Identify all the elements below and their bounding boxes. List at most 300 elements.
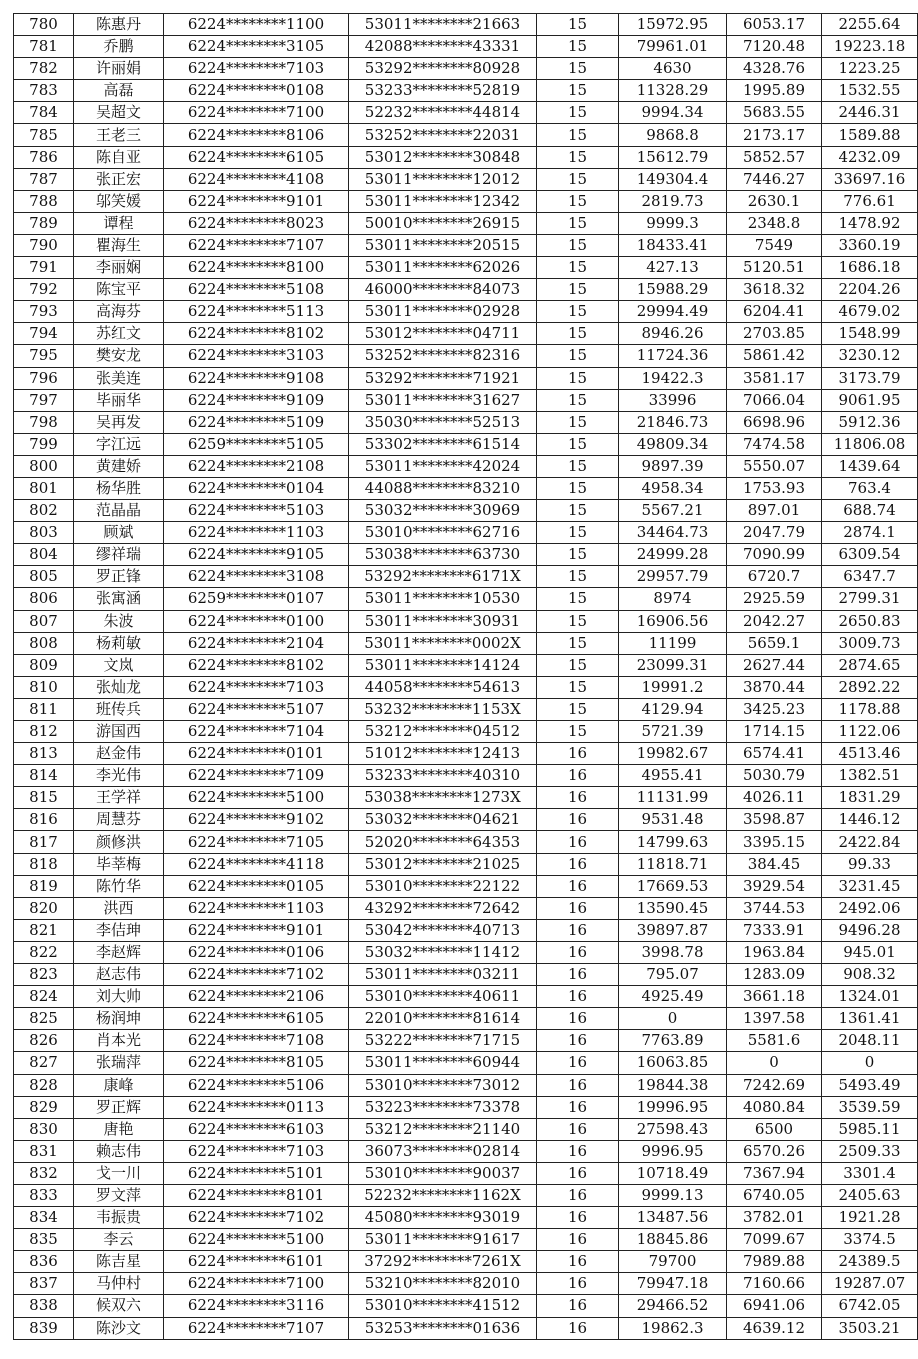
row-number-cell: 822 xyxy=(14,941,74,963)
group-number-cell: 16 xyxy=(537,1317,619,1339)
id-number-cell: 42088********43331 xyxy=(349,36,537,58)
amount-3-cell: 2874.65 xyxy=(822,654,918,676)
table-row xyxy=(14,986,918,1008)
amount-2-cell: 7066.04 xyxy=(727,389,822,411)
id-number-cell: 53252********22031 xyxy=(349,124,537,146)
amount-1-cell: 149304.4 xyxy=(619,168,727,190)
amount-3-cell: 2255.64 xyxy=(822,14,918,36)
table-row xyxy=(14,124,918,146)
group-number-cell: 15 xyxy=(537,588,619,610)
amount-2-cell: 3929.54 xyxy=(727,875,822,897)
amount-2-cell: 3598.87 xyxy=(727,809,822,831)
amount-3-cell: 0 xyxy=(822,1052,918,1074)
group-number-cell: 15 xyxy=(537,323,619,345)
table-row xyxy=(14,477,918,499)
amount-3-cell: 2048.11 xyxy=(822,1030,918,1052)
amount-1-cell: 49809.34 xyxy=(619,433,727,455)
id-number-cell: 53011********91617 xyxy=(349,1229,537,1251)
amount-2-cell: 3425.23 xyxy=(727,698,822,720)
group-number-cell: 15 xyxy=(537,389,619,411)
amount-2-cell: 7446.27 xyxy=(727,168,822,190)
row-number-cell: 814 xyxy=(14,765,74,787)
row-number-cell: 788 xyxy=(14,190,74,212)
row-number-cell: 830 xyxy=(14,1118,74,1140)
id-number-cell: 53011********12012 xyxy=(349,168,537,190)
row-number-cell: 799 xyxy=(14,433,74,455)
group-number-cell: 15 xyxy=(537,279,619,301)
table-row xyxy=(14,721,918,743)
row-number-cell: 787 xyxy=(14,168,74,190)
table-row xyxy=(14,1052,918,1074)
bank-card-cell: 6224********3116 xyxy=(164,1295,349,1317)
name-cell: 毕丽华 xyxy=(74,389,164,411)
table-row xyxy=(14,36,918,58)
group-number-cell: 16 xyxy=(537,986,619,1008)
id-number-cell: 53252********82316 xyxy=(349,345,537,367)
name-cell: 张灿龙 xyxy=(74,676,164,698)
amount-1-cell: 29466.52 xyxy=(619,1295,727,1317)
amount-2-cell: 5852.57 xyxy=(727,146,822,168)
amount-2-cell: 6204.41 xyxy=(727,301,822,323)
amount-1-cell: 17669.53 xyxy=(619,875,727,897)
name-cell: 苏红文 xyxy=(74,323,164,345)
amount-3-cell: 4679.02 xyxy=(822,301,918,323)
bank-card-cell: 6224********0106 xyxy=(164,941,349,963)
name-cell: 唐艳 xyxy=(74,1118,164,1140)
amount-1-cell: 427.13 xyxy=(619,257,727,279)
bank-card-cell: 6224********9101 xyxy=(164,919,349,941)
group-number-cell: 15 xyxy=(537,80,619,102)
amount-1-cell: 7763.89 xyxy=(619,1030,727,1052)
bank-card-cell: 6224********5106 xyxy=(164,1074,349,1096)
amount-1-cell: 9897.39 xyxy=(619,455,727,477)
table-row xyxy=(14,809,918,831)
id-number-cell: 36073********02814 xyxy=(349,1140,537,1162)
amount-3-cell: 1223.25 xyxy=(822,58,918,80)
bank-card-cell: 6259********5105 xyxy=(164,433,349,455)
table-row xyxy=(14,1074,918,1096)
row-number-cell: 816 xyxy=(14,809,74,831)
bank-card-cell: 6224********5103 xyxy=(164,500,349,522)
amount-1-cell: 11131.99 xyxy=(619,787,727,809)
bank-card-cell: 6224********7103 xyxy=(164,58,349,80)
group-number-cell: 16 xyxy=(537,1074,619,1096)
amount-2-cell: 5581.6 xyxy=(727,1030,822,1052)
table-row xyxy=(14,168,918,190)
amount-1-cell: 79947.18 xyxy=(619,1273,727,1295)
row-number-cell: 817 xyxy=(14,831,74,853)
table-row xyxy=(14,1184,918,1206)
name-cell: 陈惠丹 xyxy=(74,14,164,36)
row-number-cell: 819 xyxy=(14,875,74,897)
row-number-cell: 801 xyxy=(14,477,74,499)
amount-1-cell: 8974 xyxy=(619,588,727,610)
amount-3-cell: 6742.05 xyxy=(822,1295,918,1317)
name-cell: 候双六 xyxy=(74,1295,164,1317)
name-cell: 康峰 xyxy=(74,1074,164,1096)
amount-2-cell: 5861.42 xyxy=(727,345,822,367)
bank-card-cell: 6224********8100 xyxy=(164,257,349,279)
bank-card-cell: 6224********5101 xyxy=(164,1162,349,1184)
amount-2-cell: 3870.44 xyxy=(727,676,822,698)
bank-card-cell: 6224********7100 xyxy=(164,102,349,124)
amount-2-cell: 5683.55 xyxy=(727,102,822,124)
row-number-cell: 812 xyxy=(14,721,74,743)
bank-card-cell: 6224********1103 xyxy=(164,522,349,544)
amount-1-cell: 5721.39 xyxy=(619,721,727,743)
row-number-cell: 794 xyxy=(14,323,74,345)
name-cell: 韦振贵 xyxy=(74,1207,164,1229)
name-cell: 刘大帅 xyxy=(74,986,164,1008)
amount-2-cell: 5550.07 xyxy=(727,455,822,477)
table-row xyxy=(14,1096,918,1118)
amount-1-cell: 27598.43 xyxy=(619,1118,727,1140)
id-number-cell: 53253********01636 xyxy=(349,1317,537,1339)
amount-3-cell: 945.01 xyxy=(822,941,918,963)
row-number-cell: 815 xyxy=(14,787,74,809)
amount-1-cell: 9531.48 xyxy=(619,809,727,831)
name-cell: 周慧芬 xyxy=(74,809,164,831)
amount-1-cell: 13590.45 xyxy=(619,897,727,919)
amount-1-cell: 15612.79 xyxy=(619,146,727,168)
amount-2-cell: 897.01 xyxy=(727,500,822,522)
amount-3-cell: 1831.29 xyxy=(822,787,918,809)
bank-card-cell: 6224********1100 xyxy=(164,14,349,36)
bank-card-cell: 6224********0105 xyxy=(164,875,349,897)
name-cell: 瞿海生 xyxy=(74,234,164,256)
amount-1-cell: 24999.28 xyxy=(619,544,727,566)
group-number-cell: 15 xyxy=(537,124,619,146)
row-number-cell: 795 xyxy=(14,345,74,367)
name-cell: 吴超文 xyxy=(74,102,164,124)
bank-card-cell: 6224********7105 xyxy=(164,831,349,853)
table-row xyxy=(14,676,918,698)
group-number-cell: 15 xyxy=(537,367,619,389)
table-row xyxy=(14,1118,918,1140)
amount-3-cell: 1532.55 xyxy=(822,80,918,102)
amount-3-cell: 3301.4 xyxy=(822,1162,918,1184)
amount-3-cell: 2422.84 xyxy=(822,831,918,853)
id-number-cell: 51012********12413 xyxy=(349,743,537,765)
amount-3-cell: 1122.06 xyxy=(822,721,918,743)
id-number-cell: 53223********73378 xyxy=(349,1096,537,1118)
name-cell: 张瑞萍 xyxy=(74,1052,164,1074)
name-cell: 高海芬 xyxy=(74,301,164,323)
bank-card-cell: 6224********3103 xyxy=(164,345,349,367)
group-number-cell: 15 xyxy=(537,301,619,323)
table-row xyxy=(14,1162,918,1184)
amount-3-cell: 763.4 xyxy=(822,477,918,499)
group-number-cell: 16 xyxy=(537,1118,619,1140)
group-number-cell: 16 xyxy=(537,853,619,875)
group-number-cell: 15 xyxy=(537,676,619,698)
amount-1-cell: 4955.41 xyxy=(619,765,727,787)
amount-2-cell: 1963.84 xyxy=(727,941,822,963)
table-row xyxy=(14,743,918,765)
amount-3-cell: 19223.18 xyxy=(822,36,918,58)
name-cell: 颜修洪 xyxy=(74,831,164,853)
amount-3-cell: 3231.45 xyxy=(822,875,918,897)
id-number-cell: 53032********04621 xyxy=(349,809,537,831)
name-cell: 樊安龙 xyxy=(74,345,164,367)
name-cell: 赖志伟 xyxy=(74,1140,164,1162)
name-cell: 字江远 xyxy=(74,433,164,455)
row-number-cell: 803 xyxy=(14,522,74,544)
amount-3-cell: 99.33 xyxy=(822,853,918,875)
name-cell: 杨润坤 xyxy=(74,1008,164,1030)
amount-1-cell: 16906.56 xyxy=(619,610,727,632)
id-number-cell: 53011********30931 xyxy=(349,610,537,632)
bank-card-cell: 6224********0100 xyxy=(164,610,349,632)
amount-3-cell: 3374.5 xyxy=(822,1229,918,1251)
amount-3-cell: 1446.12 xyxy=(822,809,918,831)
amount-1-cell: 9996.95 xyxy=(619,1140,727,1162)
name-cell: 范晶晶 xyxy=(74,500,164,522)
amount-3-cell: 6347.7 xyxy=(822,566,918,588)
id-number-cell: 50010********26915 xyxy=(349,212,537,234)
table-row xyxy=(14,1273,918,1295)
id-number-cell: 53032********11412 xyxy=(349,941,537,963)
amount-1-cell: 19844.38 xyxy=(619,1074,727,1096)
name-cell: 肖本光 xyxy=(74,1030,164,1052)
amount-2-cell: 6500 xyxy=(727,1118,822,1140)
name-cell: 高磊 xyxy=(74,80,164,102)
id-number-cell: 53011********60944 xyxy=(349,1052,537,1074)
id-number-cell: 37292********7261X xyxy=(349,1251,537,1273)
amount-3-cell: 5493.49 xyxy=(822,1074,918,1096)
group-number-cell: 16 xyxy=(537,964,619,986)
amount-3-cell: 1324.01 xyxy=(822,986,918,1008)
amount-1-cell: 9868.8 xyxy=(619,124,727,146)
table-row xyxy=(14,190,918,212)
table-row xyxy=(14,500,918,522)
name-cell: 毕莘梅 xyxy=(74,853,164,875)
row-number-cell: 790 xyxy=(14,234,74,256)
table-row xyxy=(14,654,918,676)
group-number-cell: 16 xyxy=(537,1140,619,1162)
name-cell: 李丽娴 xyxy=(74,257,164,279)
amount-3-cell: 9061.95 xyxy=(822,389,918,411)
bank-card-cell: 6224********7100 xyxy=(164,1273,349,1295)
amount-1-cell: 15972.95 xyxy=(619,14,727,36)
amount-1-cell: 33996 xyxy=(619,389,727,411)
amount-2-cell: 4639.12 xyxy=(727,1317,822,1339)
row-number-cell: 792 xyxy=(14,279,74,301)
name-cell: 顾斌 xyxy=(74,522,164,544)
id-number-cell: 53011********03211 xyxy=(349,964,537,986)
bank-card-cell: 6224********4118 xyxy=(164,853,349,875)
name-cell: 张正宏 xyxy=(74,168,164,190)
bank-card-cell: 6224********0101 xyxy=(164,743,349,765)
row-number-cell: 809 xyxy=(14,654,74,676)
id-number-cell: 53212********04512 xyxy=(349,721,537,743)
amount-3-cell: 1439.64 xyxy=(822,455,918,477)
amount-3-cell: 2799.31 xyxy=(822,588,918,610)
row-number-cell: 826 xyxy=(14,1030,74,1052)
amount-3-cell: 908.32 xyxy=(822,964,918,986)
row-number-cell: 837 xyxy=(14,1273,74,1295)
id-number-cell: 53011********42024 xyxy=(349,455,537,477)
amount-2-cell: 7090.99 xyxy=(727,544,822,566)
bank-card-cell: 6224********7102 xyxy=(164,964,349,986)
id-number-cell: 53011********12342 xyxy=(349,190,537,212)
table-row xyxy=(14,522,918,544)
amount-2-cell: 1714.15 xyxy=(727,721,822,743)
row-number-cell: 825 xyxy=(14,1008,74,1030)
amount-2-cell: 1995.89 xyxy=(727,80,822,102)
bank-card-cell: 6224********5108 xyxy=(164,279,349,301)
name-cell: 戈一川 xyxy=(74,1162,164,1184)
amount-2-cell: 2925.59 xyxy=(727,588,822,610)
group-number-cell: 16 xyxy=(537,743,619,765)
amount-1-cell: 23099.31 xyxy=(619,654,727,676)
amount-1-cell: 4129.94 xyxy=(619,698,727,720)
row-number-cell: 823 xyxy=(14,964,74,986)
group-number-cell: 15 xyxy=(537,610,619,632)
id-number-cell: 46000********84073 xyxy=(349,279,537,301)
group-number-cell: 15 xyxy=(537,234,619,256)
amount-2-cell: 4026.11 xyxy=(727,787,822,809)
table-row xyxy=(14,58,918,80)
bank-card-cell: 6224********7103 xyxy=(164,1140,349,1162)
bank-card-cell: 6224********6105 xyxy=(164,146,349,168)
bank-card-cell: 6224********6101 xyxy=(164,1251,349,1273)
amount-3-cell: 1361.41 xyxy=(822,1008,918,1030)
table-row xyxy=(14,919,918,941)
bank-card-cell: 6224********6105 xyxy=(164,1008,349,1030)
amount-1-cell: 19991.2 xyxy=(619,676,727,698)
amount-3-cell: 3539.59 xyxy=(822,1096,918,1118)
amount-1-cell: 16063.85 xyxy=(619,1052,727,1074)
name-cell: 陈自亚 xyxy=(74,146,164,168)
id-number-cell: 53012********04711 xyxy=(349,323,537,345)
id-number-cell: 53010********90037 xyxy=(349,1162,537,1184)
table-row xyxy=(14,632,918,654)
bank-card-cell: 6224********0104 xyxy=(164,477,349,499)
table-row xyxy=(14,367,918,389)
amount-2-cell: 6720.7 xyxy=(727,566,822,588)
amount-1-cell: 795.07 xyxy=(619,964,727,986)
amount-2-cell: 3661.18 xyxy=(727,986,822,1008)
bank-card-cell: 6224********2108 xyxy=(164,455,349,477)
table-row xyxy=(14,389,918,411)
row-number-cell: 827 xyxy=(14,1052,74,1074)
id-number-cell: 44088********83210 xyxy=(349,477,537,499)
id-number-cell: 52232********44814 xyxy=(349,102,537,124)
table-row xyxy=(14,566,918,588)
row-number-cell: 807 xyxy=(14,610,74,632)
amount-1-cell: 0 xyxy=(619,1008,727,1030)
amount-3-cell: 24389.5 xyxy=(822,1251,918,1273)
name-cell: 王老三 xyxy=(74,124,164,146)
amount-1-cell: 9999.3 xyxy=(619,212,727,234)
id-number-cell: 53010********41512 xyxy=(349,1295,537,1317)
bank-card-cell: 6224********8102 xyxy=(164,323,349,345)
bank-card-cell: 6224********0108 xyxy=(164,80,349,102)
amount-2-cell: 2042.27 xyxy=(727,610,822,632)
row-number-cell: 782 xyxy=(14,58,74,80)
group-number-cell: 15 xyxy=(537,522,619,544)
name-cell: 吴再发 xyxy=(74,411,164,433)
name-cell: 张寓涵 xyxy=(74,588,164,610)
id-number-cell: 53032********30969 xyxy=(349,500,537,522)
row-number-cell: 833 xyxy=(14,1184,74,1206)
amount-1-cell: 19862.3 xyxy=(619,1317,727,1339)
table-row xyxy=(14,1251,918,1273)
group-number-cell: 16 xyxy=(537,919,619,941)
bank-card-cell: 6224********9108 xyxy=(164,367,349,389)
group-number-cell: 16 xyxy=(537,1207,619,1229)
group-number-cell: 15 xyxy=(537,190,619,212)
amount-1-cell: 21846.73 xyxy=(619,411,727,433)
name-cell: 罗正辉 xyxy=(74,1096,164,1118)
amount-2-cell: 0 xyxy=(727,1052,822,1074)
name-cell: 班传兵 xyxy=(74,698,164,720)
group-number-cell: 16 xyxy=(537,1273,619,1295)
bank-card-cell: 6224********2106 xyxy=(164,986,349,1008)
table-row xyxy=(14,14,918,36)
table-row xyxy=(14,279,918,301)
row-number-cell: 806 xyxy=(14,588,74,610)
row-number-cell: 798 xyxy=(14,411,74,433)
amount-2-cell: 7989.88 xyxy=(727,1251,822,1273)
amount-2-cell: 4328.76 xyxy=(727,58,822,80)
id-number-cell: 53210********82010 xyxy=(349,1273,537,1295)
id-number-cell: 53011********62026 xyxy=(349,257,537,279)
group-number-cell: 15 xyxy=(537,14,619,36)
row-number-cell: 811 xyxy=(14,698,74,720)
table-row xyxy=(14,853,918,875)
id-number-cell: 53038********63730 xyxy=(349,544,537,566)
id-number-cell: 53292********71921 xyxy=(349,367,537,389)
table-row xyxy=(14,698,918,720)
amount-2-cell: 6941.06 xyxy=(727,1295,822,1317)
row-number-cell: 796 xyxy=(14,367,74,389)
id-number-cell: 53038********1273X xyxy=(349,787,537,809)
row-number-cell: 786 xyxy=(14,146,74,168)
table-row xyxy=(14,610,918,632)
amount-2-cell: 7474.58 xyxy=(727,433,822,455)
group-number-cell: 15 xyxy=(537,698,619,720)
table-row xyxy=(14,831,918,853)
id-number-cell: 53011********31627 xyxy=(349,389,537,411)
table-row xyxy=(14,1140,918,1162)
id-number-cell: 53010********62716 xyxy=(349,522,537,544)
amount-3-cell: 3360.19 xyxy=(822,234,918,256)
row-number-cell: 813 xyxy=(14,743,74,765)
name-cell: 张美连 xyxy=(74,367,164,389)
amount-2-cell: 2348.8 xyxy=(727,212,822,234)
id-number-cell: 52020********64353 xyxy=(349,831,537,853)
name-cell: 赵志伟 xyxy=(74,964,164,986)
id-number-cell: 53011********02928 xyxy=(349,301,537,323)
amount-1-cell: 29994.49 xyxy=(619,301,727,323)
row-number-cell: 820 xyxy=(14,897,74,919)
id-number-cell: 53012********30848 xyxy=(349,146,537,168)
id-number-cell: 53010********22122 xyxy=(349,875,537,897)
id-number-cell: 53011********21663 xyxy=(349,14,537,36)
bank-card-cell: 6224********9101 xyxy=(164,190,349,212)
amount-2-cell: 3782.01 xyxy=(727,1207,822,1229)
amount-1-cell: 19996.95 xyxy=(619,1096,727,1118)
id-number-cell: 53302********61514 xyxy=(349,433,537,455)
name-cell: 杨莉敏 xyxy=(74,632,164,654)
amount-2-cell: 7367.94 xyxy=(727,1162,822,1184)
id-number-cell: 52232********1162X xyxy=(349,1184,537,1206)
row-number-cell: 785 xyxy=(14,124,74,146)
id-number-cell: 43292********72642 xyxy=(349,897,537,919)
amount-1-cell: 2819.73 xyxy=(619,190,727,212)
